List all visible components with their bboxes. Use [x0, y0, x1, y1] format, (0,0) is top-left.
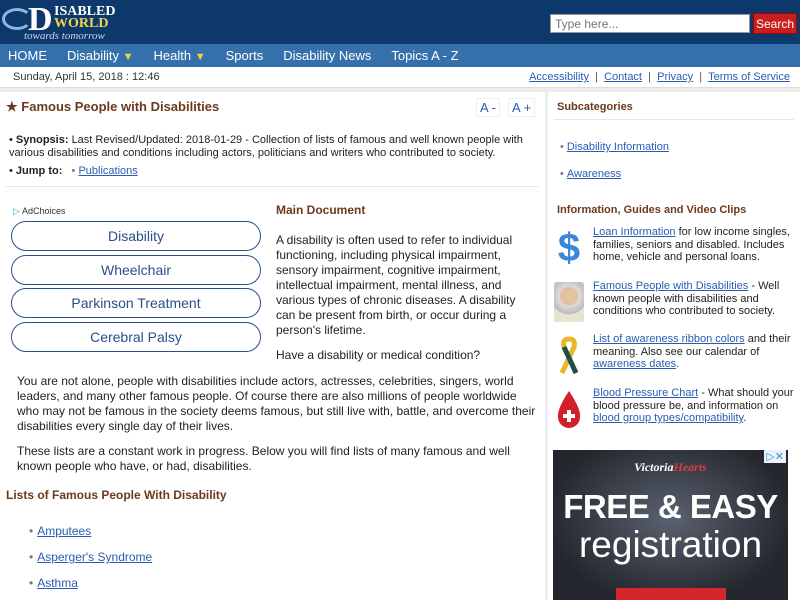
ad-headline: FREE & EASY [563, 488, 778, 525]
dollar-icon: $ [557, 226, 581, 270]
info-text: - What should your blood pressure be, and information on [593, 387, 794, 412]
ribbon-colors-link[interactable]: List of awareness ribbon colors [593, 333, 745, 345]
list-link[interactable]: Asperger's Syndrome [37, 550, 153, 564]
nav-topics[interactable] [383, 44, 466, 67]
list-item: • Asperger's Syndrome [29, 550, 153, 564]
nav-health[interactable] [146, 44, 214, 67]
logo-line2: WORLD [54, 16, 109, 31]
nav-sports[interactable] [218, 44, 272, 67]
subcategories-heading: Subcategories [557, 101, 633, 113]
date-bar [0, 67, 800, 88]
sidebar [548, 92, 800, 600]
ad-cta-button[interactable] [616, 588, 726, 600]
jump-label: Jump to: [15, 165, 63, 177]
info-text: - Well known people with disabilities and conditions who contributed to society. [593, 280, 780, 317]
font-larger-button[interactable]: A + [508, 98, 535, 117]
paragraph: These lists are a constant work in progress. Below you will find lists of many famous and well known people who have, or had, disabilities. [17, 444, 510, 473]
subcategory-item: • Disability Information [560, 141, 669, 153]
current-date: Sunday, April 15, 2018 : 12:46 [13, 71, 160, 83]
info-item [554, 280, 794, 330]
synopsis-text: Last Revised/Updated: 2018-01-29 - Collection of lists of famous and well known people with various disabilities and conditions including actors, politicians and writers who contributed to society. [9, 134, 523, 159]
blood-drop-icon [554, 389, 584, 429]
divider [554, 119, 794, 120]
site-logo[interactable] [2, 2, 122, 42]
synopsis-label: Synopsis: [15, 134, 69, 146]
site-header [0, 0, 800, 44]
page-title [6, 99, 219, 115]
nav-label: Disability [67, 48, 120, 63]
ad-link-parkinson[interactable]: Parkinson Treatment [11, 288, 261, 318]
advertisement[interactable] [553, 450, 788, 600]
info-item [554, 333, 794, 383]
adchoices-icon: ▷ [13, 206, 20, 216]
search-input[interactable] [550, 14, 750, 33]
awareness-ribbon-icon [554, 335, 584, 375]
article [0, 92, 545, 600]
ad-brand-1: Victoria [634, 460, 674, 474]
terms-link[interactable]: Terms of Service [708, 71, 790, 83]
info-item [554, 387, 794, 437]
accessibility-link[interactable]: Accessibility [529, 71, 589, 83]
subcategory-item: • Awareness [560, 168, 622, 180]
list-item: • Asthma [29, 576, 78, 590]
title-text: Famous People with Disabilities [21, 99, 220, 114]
ad-brand [553, 460, 788, 475]
blood-group-link[interactable]: blood group types/compatibility [593, 412, 744, 424]
ad-link-disability[interactable]: Disability [11, 221, 261, 251]
list-link[interactable]: Amputees [37, 524, 92, 538]
main-document-heading: Main Document [276, 203, 366, 217]
logo-line1: ISABLED [54, 4, 116, 19]
info-text: for low income singles, families, seniors and disabled. Includes home, vehicle and personal loans. [593, 226, 790, 263]
info-item [554, 226, 794, 276]
einstein-portrait [554, 282, 584, 322]
info-text: . [743, 412, 747, 424]
font-smaller-button[interactable]: A - [476, 98, 500, 117]
nav-label: Sports [225, 48, 264, 63]
nav-label: Health [153, 48, 192, 63]
nav-label: HOME [8, 48, 47, 63]
top-links [529, 71, 790, 83]
dropdown-arrow-icon: ▼ [122, 51, 134, 63]
subcategory-link[interactable]: Awareness [566, 168, 622, 180]
question: Have a disability or medical condition? [276, 348, 481, 362]
star-icon: ★ [6, 99, 18, 114]
info-text: . [676, 358, 680, 370]
ad-close-icon[interactable]: ▷✕ [766, 451, 784, 463]
divider [6, 186, 538, 187]
loan-info-link[interactable]: Loan Information [593, 226, 676, 238]
paragraph: You are not alone, people with disabilities include actors, actresses, celebrities, singers, world leaders, and many other famous people. Of course there are also millions of people worldwide who may not be famous in the society deems famous, but still live with, battle, and overcome their disabilities every single day of their lives. [17, 374, 536, 433]
ad-brand-2: Hearts [673, 460, 707, 474]
separator: | [595, 71, 598, 83]
nav-disability[interactable] [59, 44, 142, 67]
ad-link-cerebral-palsy[interactable]: Cerebral Palsy [11, 322, 261, 352]
search-button[interactable]: Search [753, 13, 797, 34]
nav-disability-news[interactable] [275, 44, 379, 67]
awareness-dates-link[interactable]: awareness dates [593, 358, 677, 370]
main-paragraph: A disability is often used to refer to individual functioning, including physical impairment, sensory impairment, cognitive impairment, intellectual impairment, mental illness, and various types of chronic diseases. A disability can be present from birth, or occur during a person's lifetime. [276, 233, 516, 337]
nav-home[interactable] [0, 44, 55, 67]
separator: | [648, 71, 651, 83]
blood-pressure-link[interactable]: Blood Pressure Chart [593, 387, 699, 399]
separator: | [699, 71, 703, 83]
info-text: and their meaning. Also see our calendar of [593, 333, 791, 358]
ad-link-wheelchair[interactable]: Wheelchair [11, 255, 261, 285]
main-nav [0, 44, 800, 67]
nav-label: Topics A - Z [391, 48, 459, 63]
jump-to: • Jump to: • Publications [9, 165, 138, 177]
contact-link[interactable]: Contact [604, 71, 642, 83]
synopsis: • Synopsis: Last Revised/Updated: 2018-01-29 - Collection of lists of famous and well known people with various disabilities and conditions including actors, politicians and writers who contributed to society. [9, 134, 523, 159]
nav-label: Disability News [283, 48, 372, 63]
famous-people-link[interactable]: Famous People with Disabilities [593, 280, 749, 292]
logo-tagline: towards tomorrow [24, 30, 105, 42]
list-link[interactable]: Asthma [37, 576, 78, 590]
adchoices[interactable] [13, 206, 65, 217]
info-heading: Information, Guides and Video Clips [557, 204, 747, 216]
adchoices-label: AdChoices [21, 206, 66, 216]
publications-link[interactable]: Publications [78, 165, 138, 177]
subcategory-link[interactable]: Disability Information [566, 141, 669, 153]
lists-heading: Lists of Famous People With Disability [6, 488, 227, 502]
privacy-link[interactable]: Privacy [657, 71, 694, 83]
logo-letter: D [28, 1, 53, 38]
dropdown-arrow-icon: ▼ [194, 51, 206, 63]
list-item: • Amputees [29, 524, 92, 538]
ad-subheadline: registration [578, 524, 763, 565]
